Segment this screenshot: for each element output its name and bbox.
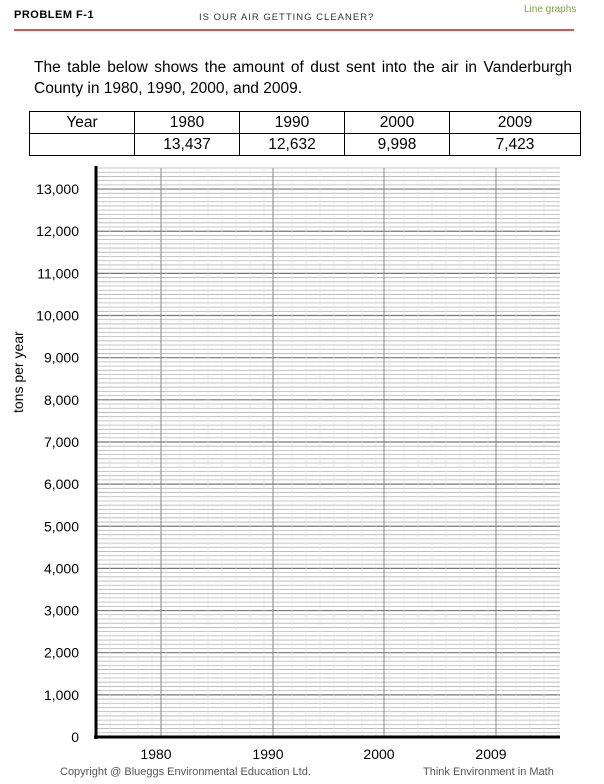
table-value-2009: 7,423 [450,134,581,156]
y-tick-label: 3,000 [43,602,79,619]
table-value-1990: 12,632 [240,134,345,156]
y-tick-label: 0 [71,729,79,745]
table-value-2000: 9,998 [345,134,450,156]
table-value-1980: 13,437 [135,134,240,156]
x-tick-label: 2009 [475,746,507,762]
problem-number: PROBLEM F-1 [14,9,95,21]
y-axis-label: tons per year [10,331,26,413]
brand-text: Think Environment in Math [423,766,554,778]
header-divider [14,29,574,31]
dust-table [29,111,581,156]
y-tick-label: 10,000 [36,307,79,324]
y-tick-label: 6,000 [43,476,79,493]
y-tick-labels [36,181,79,745]
problem-title: IS OUR AIR GETTING CLEANER? [199,12,375,23]
x-tick-label: 1990 [252,746,284,762]
y-tick-label: 8,000 [43,391,79,408]
y-tick-label: 5,000 [43,518,79,535]
table-year-label: Year [30,112,135,134]
y-tick-label: 9,000 [43,349,79,366]
x-tick-label: 2000 [363,746,395,762]
x-tick-labels [140,746,506,762]
table-value-row [30,134,581,156]
table-year-2009: 2009 [450,112,581,134]
table-year-2000: 2000 [345,112,450,134]
line-graph-grid[interactable] [0,160,604,766]
y-tick-label: 1,000 [43,686,79,703]
table-header-row [30,112,581,134]
copyright-text: Copyright @ Blueggs Environmental Education Ltd. [60,766,311,778]
grid-lines [96,168,560,737]
intro-text: The table below shows the amount of dust sent into the air in Vanderburgh County in 1980, 1990, 2000, and 2009. [34,59,572,97]
y-tick-label: 13,000 [36,181,79,198]
x-tick-label: 1980 [140,746,172,762]
y-tick-label: 2,000 [43,644,79,661]
y-tick-label: 12,000 [36,223,79,240]
y-tick-label: 7,000 [43,433,79,450]
table-year-1990: 1990 [240,112,345,134]
category-label: Line graphs [524,4,577,15]
y-tick-label: 4,000 [43,560,79,577]
table-year-1980: 1980 [135,112,240,134]
y-tick-label: 11,000 [37,265,79,282]
table-value-label [30,134,135,156]
